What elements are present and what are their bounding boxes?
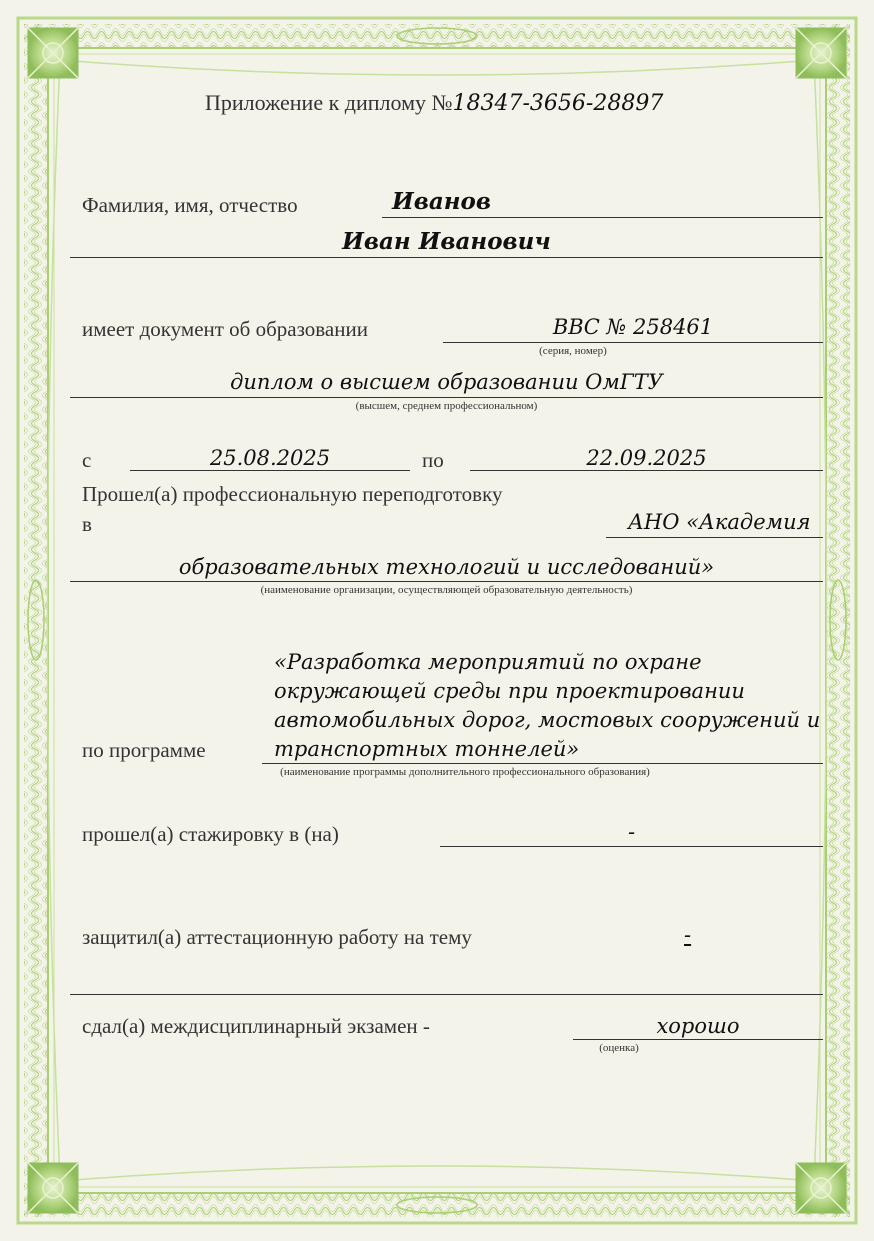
period-to-date: 22.09.2025 (586, 446, 707, 470)
organization-line-2 (70, 581, 823, 582)
program-value: «Разработка мероприятий по охране окружающей среды при проектировании автомобильных дорог, мостовых сооружений и транспортных тоннелей» (274, 650, 821, 761)
doc-type-line (70, 397, 823, 398)
retraining-in-label: в (82, 512, 92, 536)
series-number-value: ВВС № 258461 (552, 315, 714, 339)
name-patronymic-value: Иван Иванович (342, 228, 551, 255)
program-line (262, 763, 823, 764)
page-title (205, 90, 663, 116)
attestation-line (70, 994, 823, 995)
doc-type-caption: (высшем, среднем профессиональном) (355, 400, 538, 412)
name-line (70, 257, 823, 258)
series-number-caption: (серия, номер) (539, 345, 607, 357)
doc-type-value: диплом о высшем образовании ОмГТУ (230, 370, 663, 394)
program-label: по программе (82, 738, 206, 762)
surname-value: Иванов (392, 188, 491, 215)
attestation-value: - (684, 923, 692, 947)
exam-grade-caption: (оценка) (599, 1042, 639, 1054)
internship-value: - (627, 820, 636, 844)
internship-label: прошел(а) стажировку в (на) (82, 822, 339, 846)
organization-value-part1: АНО «Академия (628, 510, 811, 534)
exam-grade-line (573, 1039, 823, 1040)
diploma-number: 18347-3656-28897 (452, 91, 664, 116)
title-prefix: Приложение к диплому № (205, 90, 453, 115)
period-from-date: 25.08.2025 (209, 446, 331, 470)
exam-grade-value: хорошо (656, 1014, 740, 1038)
organization-line-1 (606, 537, 823, 538)
period-to-label: по (422, 448, 444, 472)
surname-line (382, 217, 823, 218)
period-to-line (470, 470, 823, 471)
retraining-label: Прошел(а) профессиональную переподготовку (82, 482, 503, 506)
organization-caption: (наименование организации, осуществляющей образовательную деятельность) (260, 584, 633, 596)
exam-label: сдал(а) междисциплинарный экзамен - (82, 1014, 430, 1038)
fio-label: Фамилия, имя, отчество (82, 193, 298, 217)
period-from-line (130, 470, 410, 471)
organization-value-part2: образовательных технологий и исследований» (178, 555, 715, 579)
attestation-label: защитил(а) аттестационную работу на тему (82, 925, 472, 949)
internship-line (440, 846, 823, 847)
series-number-line (443, 342, 823, 343)
period-from-label: с (82, 448, 92, 472)
program-caption: (наименование программы дополнительного профессионального образования) (280, 766, 650, 778)
education-doc-label: имеет документ об образовании (82, 317, 368, 341)
